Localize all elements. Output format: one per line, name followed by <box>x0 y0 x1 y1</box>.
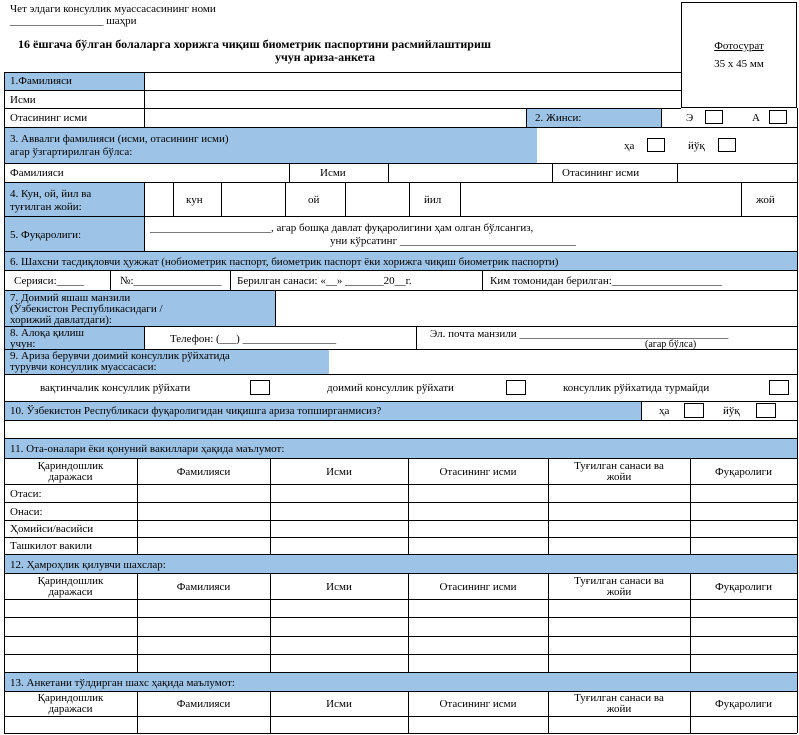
birth-year-label: йил <box>424 194 442 206</box>
form-title-line2: учун ариза-анкета <box>275 50 375 64</box>
companions-label: 12. Ҳамроҳлик қилувчи шахслар: <box>10 559 166 571</box>
registry-none-label: консуллик рўйхатида турмайди <box>563 382 710 394</box>
previous-name-label-2: агар ўзгартирилган бўлса: <box>10 146 133 158</box>
s11-col-relation-1: Қариндошлик <box>37 460 104 472</box>
s12-col-surname: Фамилияси <box>176 581 231 593</box>
s13-col-surname: Фамилияси <box>176 698 231 710</box>
gender-female-checkbox[interactable] <box>769 110 787 124</box>
previous-name-yes-label: ҳа <box>624 140 635 152</box>
s13-col-patronymic: Отасининг исми <box>439 698 517 710</box>
previous-name-no-label: йўқ <box>688 140 705 152</box>
s12-col-citizenship: Фуқаролиги <box>714 581 773 593</box>
consular-registry-label-1: 9. Ариза берувчи доимий консуллик рўйхатида <box>10 350 230 362</box>
renunciation-yes-checkbox[interactable] <box>684 403 704 418</box>
id-document-label: 6. Шахсни тасдиқловчи ҳужжат (нобиометрик паспорт, биометрик паспорт ёки хорижга чиқиш биометрик паспорти) <box>10 256 559 268</box>
s11-row-guardian: Ҳомийси/васийси <box>10 523 94 535</box>
photo-size: 35 x 45 мм <box>714 58 764 70</box>
s13-col-birth-2: жойи <box>606 703 632 715</box>
s11-col-surname: Фамилияси <box>176 466 231 478</box>
s12-col-relation-2: даражаси <box>48 586 93 598</box>
registry-permanent-label: доимий консуллик рўйхати <box>327 382 454 394</box>
birth-month-label: ой <box>308 194 320 206</box>
prev-surname-label: Фамилияси <box>10 167 64 179</box>
gender-male-checkbox[interactable] <box>705 110 723 124</box>
address-label-2: (Ўзбекистон Республикасидаги / <box>10 303 163 315</box>
surname-field[interactable] <box>145 73 680 90</box>
registry-temporary-checkbox[interactable] <box>250 380 270 395</box>
previous-name-no-checkbox[interactable] <box>718 138 736 152</box>
s12-col-name: Исми <box>326 581 352 593</box>
s11-col-birth-1: Туғилган санаси ва <box>574 460 664 472</box>
s12-col-birth-2: жойи <box>606 586 632 598</box>
photo-label: Фотосурат <box>714 40 764 52</box>
name-field[interactable] <box>145 91 680 108</box>
registry-permanent-checkbox[interactable] <box>506 380 526 395</box>
s11-col-citizenship: Фуқаролиги <box>714 466 773 478</box>
address-label-1: 7. Доимий яшаш манзили <box>10 292 131 304</box>
email-field[interactable]: Эл. почта манзили ______________________________________ <box>430 328 729 340</box>
citizenship-line-2: уни кўрсатинг ________________________________ <box>330 235 576 247</box>
id-series-field[interactable]: Серияси:_____ <box>14 275 85 287</box>
registry-none-checkbox[interactable] <box>769 380 789 395</box>
citizenship-label: 5. Фуқаролиги: <box>10 229 82 241</box>
prev-patronymic-label: Отасининг исми <box>562 167 640 179</box>
birth-place-label: жой <box>756 194 775 206</box>
photo-box <box>681 2 797 108</box>
s13-col-birth-1: Туғилган санаси ва <box>574 692 664 704</box>
s13-col-name: Исми <box>326 698 352 710</box>
patronymic-field[interactable] <box>145 109 525 127</box>
birth-label-1: 4. Кун, ой, йил ва <box>10 188 92 200</box>
address-label-3: хорижий давлатдаги): <box>10 314 112 326</box>
s13-col-relation-2: даражаси <box>48 703 93 715</box>
patronymic-label: Отасининг исми <box>10 112 88 124</box>
city-line: _________________ шаҳри <box>10 15 137 27</box>
s11-col-relation-2: даражаси <box>48 471 93 483</box>
citizenship-line-1: ______________________, агар бошқа давлат фуқаролигини ҳам олган бўлсангиз, <box>150 222 534 234</box>
consulate-name-label: Чет элдаги консуллик муассасасининг номи <box>10 3 216 15</box>
phone-field[interactable]: Телефон: (___) _________________ <box>170 333 337 345</box>
s11-row-organization: Ташкилот вакили <box>10 540 92 552</box>
renunciation-yes-label: ҳа <box>659 405 670 417</box>
prev-name-label: Исми <box>320 167 346 179</box>
s11-row-father: Отаси: <box>10 488 42 500</box>
email-note: (агар бўлса) <box>645 339 697 350</box>
birth-day-label: кун <box>186 194 203 206</box>
filler-info-label: 13. Анкетани тўлдирган шахс ҳақида маълумот: <box>10 677 235 689</box>
registry-temporary-label: вақтинчалик консуллик рўйхати <box>40 382 191 394</box>
surname-label: 1.Фамилияси <box>10 75 72 87</box>
id-number-field[interactable]: №:________________ <box>120 275 222 287</box>
address-field[interactable] <box>276 291 796 325</box>
previous-name-label-1: 3. Аввалги фамилияси (исми, отасининг исми) <box>10 133 229 145</box>
birth-label-2: туғилган жойи: <box>10 201 82 213</box>
s11-col-birth-2: жойи <box>606 471 632 483</box>
form-left-border <box>4 72 5 733</box>
s12-col-patronymic: Отасининг исми <box>439 581 517 593</box>
renunciation-label: 10. Ўзбекистон Республикаси фуқаролигидан чиқишга ариза топширганмисиз? <box>10 405 382 417</box>
renunciation-no-checkbox[interactable] <box>756 403 776 418</box>
s11-row-mother: Онаси: <box>10 506 43 518</box>
gender-male-label: Э <box>686 112 694 124</box>
contact-label-1: 8. Алоқа қилиш <box>10 327 84 339</box>
gender-female-label: А <box>752 112 760 124</box>
s11-col-name: Исми <box>326 466 352 478</box>
parents-label: 11. Ота-оналари ёки қонуний вакиллари ҳақида маълумот: <box>10 443 285 455</box>
id-issued-by-field[interactable]: Ким томонидан берилган:____________________ <box>490 275 722 287</box>
s11-col-patronymic: Отасининг исми <box>439 466 517 478</box>
name-label: Исми <box>10 94 36 106</box>
contact-label-2: учун: <box>10 338 36 350</box>
consular-registry-label-2: турувчи консуллик муассасаси: <box>10 361 157 373</box>
s12-col-relation-1: Қариндошлик <box>37 575 104 587</box>
previous-name-yes-checkbox[interactable] <box>647 138 665 152</box>
form-right-border <box>797 108 798 733</box>
s12-col-birth-1: Туғилган санаси ва <box>574 575 664 587</box>
gender-label: 2. Жинси: <box>535 112 582 124</box>
form-title-line1: 16 ёшгача бўлган болаларга хорижга чиқиш биометрик паспортини расмийлаштириш <box>18 37 492 51</box>
s13-col-relation-1: Қариндошлик <box>37 692 104 704</box>
s13-col-citizenship: Фуқаролиги <box>714 698 773 710</box>
id-issue-date-field[interactable]: Берилган санаси: «__» _______20__г. <box>237 275 412 287</box>
renunciation-no-label: йўқ <box>723 405 740 417</box>
